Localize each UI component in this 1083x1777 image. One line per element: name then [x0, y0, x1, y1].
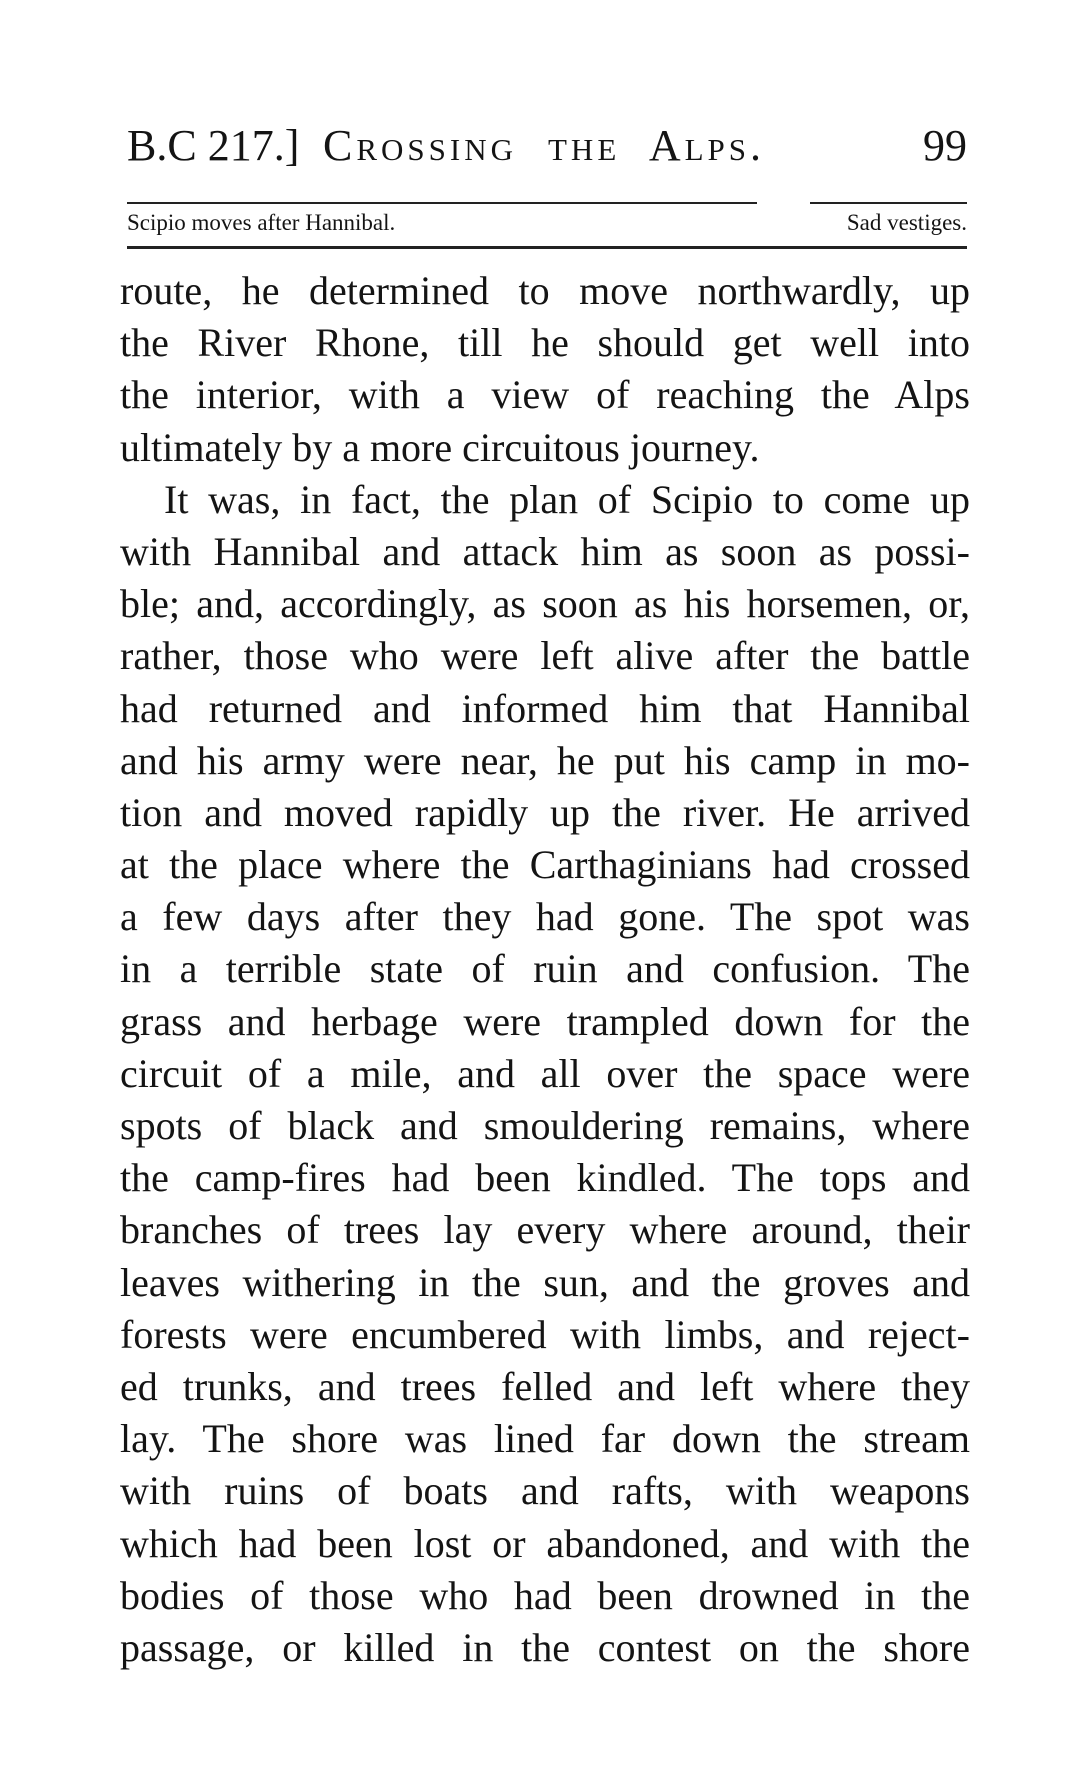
side-note-left: Scipio moves after Hannibal.	[127, 210, 396, 235]
text-line: lay. The shore was lined far down the stream	[120, 1416, 970, 1462]
text-line: with ruins of boats and rafts, with weapons	[120, 1468, 970, 1514]
text-line: in a terrible state of ruin and confusion. The	[120, 946, 970, 992]
text-line: at the place where the Carthaginians had crossed	[120, 842, 970, 888]
text-line: leaves withering in the sun, and the groves and	[120, 1259, 970, 1305]
text-line: bodies of those who had been drowned in the	[120, 1572, 970, 1618]
text-line: had returned and informed him that Hannibal	[120, 685, 970, 731]
running-head-title: Crossing the Alps.	[323, 121, 766, 170]
text-line: the interior, with a view of reaching the Alps	[120, 372, 970, 418]
header-rule-left	[127, 202, 757, 204]
text-line: spots of black and smouldering remains, where	[120, 1103, 970, 1148]
text-line: ed trunks, and trees felled and left where they	[120, 1363, 970, 1409]
header-rule-bottom	[127, 246, 967, 249]
text-line: passage, or killed in the contest on the shore	[120, 1624, 970, 1670]
side-note-right: Sad vestiges.	[846, 210, 967, 235]
side-notes	[127, 208, 967, 238]
text-line: grass and herbage were trampled down for the	[120, 998, 970, 1044]
text-line: the River Rhone, till he should get well into	[120, 320, 970, 366]
text-line: which had been lost or abandoned, and with the	[120, 1520, 970, 1566]
page-number: 99	[923, 121, 967, 170]
header-rule-right	[810, 202, 967, 204]
running-head-date: B.C 217.]	[127, 121, 300, 170]
text-line: branches of trees lay every where around, their	[120, 1207, 970, 1253]
text-line: circuit of a mile, and all over the space were	[120, 1050, 970, 1096]
text-line: the camp-fires had been kindled. The tops and	[120, 1155, 970, 1201]
text-line: tion and moved rapidly up the river. He arrived	[120, 789, 970, 835]
text-line: and his army were near, he put his camp in mo-	[120, 737, 970, 783]
text-line: ultimately by a more circuitous journey.	[120, 424, 760, 470]
running-head	[127, 118, 967, 178]
body-text	[120, 265, 970, 1674]
text-line: forests were encumbered with limbs, and reject-	[120, 1311, 970, 1357]
text-line: It was, in fact, the plan of Scipio to come up	[164, 476, 970, 522]
text-line: rather, those who were left alive after the battle	[120, 633, 970, 679]
text-line: ble; and, accordingly, as soon as his horsemen, or,	[120, 581, 970, 627]
text-line: with Hannibal and attack him as soon as possi-	[120, 528, 970, 574]
text-line: a few days after they had gone. The spot was	[120, 894, 970, 940]
text-line: route, he determined to move northwardly, up	[120, 268, 970, 313]
